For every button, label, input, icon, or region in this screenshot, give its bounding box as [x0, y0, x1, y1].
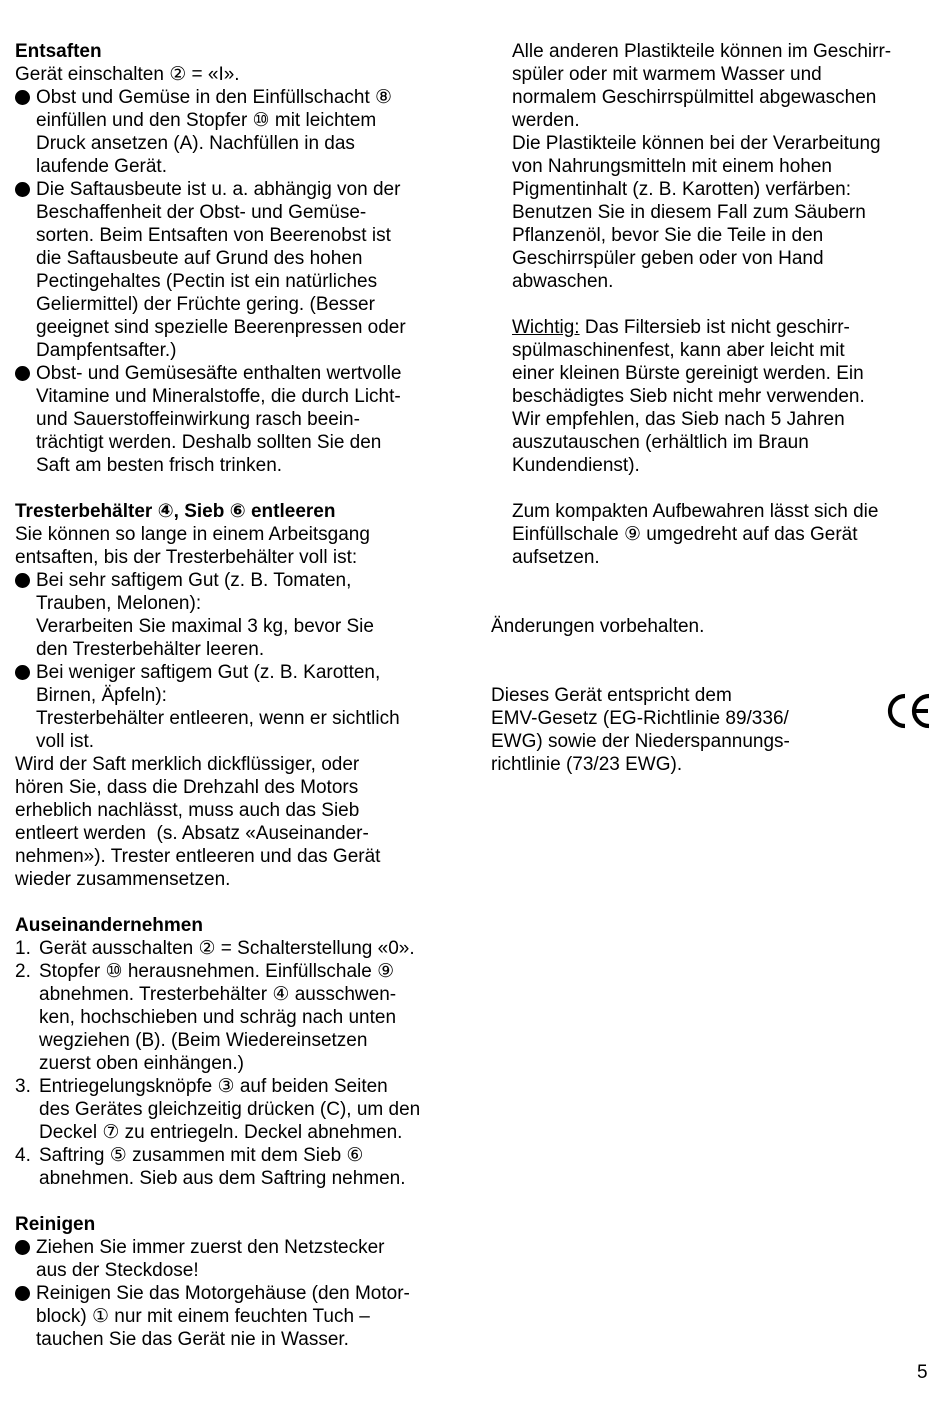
changes-note: Änderungen vorbehalten. — [491, 616, 705, 637]
trester-bullet-2: Bei weniger saftigem Gut (z. B. Karotten, Birnen, Äpfeln): Tresterbehälter entleeren, wenn er sichtlich voll ist. — [15, 661, 470, 753]
wichtig-paragraph: Wichtig: Das Filtersieb ist nicht geschirr- spülmaschinenfest, kann aber leicht mit einer kleinen Bürste gereinigt werden. Ein beschädigtes Sieb nicht mehr verwenden. Wir empfehlen, das Sieb nach 5 Jahren auszutauschen (erhältlich im Braun Kundendienst). — [512, 317, 865, 476]
section-reinigen — [15, 1213, 470, 1351]
spacer — [15, 477, 470, 500]
step-3: 3. Entriegelungsknöpfe ③ auf beiden Seiten des Gerätes gleichzeitig drücken (C), um den Deckel ⑦ zu entriegeln. Deckel abnehmen. — [15, 1076, 421, 1143]
entsaften-bullet-1: Obst und Gemüse in den Einfüllschacht ⑧ einfüllen und den Stopfer ⑩ mit leichtem Druck ansetzen (A). Nachfüllen in das laufende Gerät. — [15, 86, 470, 178]
heading-entsaften: Entsaften — [15, 41, 102, 62]
trester-bullet-1: Bei sehr saftigem Gut (z. B. Tomaten, Trauben, Melonen): Verarbeiten Sie maximal 3 kg, bevor Sie den Tresterbehälter leeren. — [15, 569, 470, 661]
heading-auseinandernehmen: Auseinandernehmen — [15, 915, 203, 936]
heading-reinigen: Reinigen — [15, 1214, 96, 1235]
spacer — [491, 293, 936, 316]
spacer — [491, 592, 936, 615]
entsaften-bullet-3: Obst- und Gemüsesäfte enthalten wertvolle Vitamine und Mineralstoffe, die durch Licht- und Sauerstoffeinwirkung rasch beein- trächtigt werden. Deshalb sollten Sie den Saft am besten frisch trinken. — [15, 362, 470, 477]
spacer — [491, 569, 936, 592]
bullet-icon — [15, 182, 30, 197]
bullet-icon — [15, 90, 30, 105]
spacer — [15, 891, 470, 914]
heading-trester: Tresterbehälter ④, Sieb ⑥ entleeren — [15, 501, 336, 522]
conformity-paragraph: Dieses Gerät entspricht dem EMV-Gesetz (EG-Richtlinie 89/336/ EWG) sowie der Niederspannungs- richtlinie (73/23 EWG). — [491, 685, 790, 775]
bullet-icon — [15, 573, 30, 588]
spacer — [491, 638, 936, 661]
spacer — [15, 1190, 470, 1213]
entsaften-bullet-2: Die Saftausbeute ist u. a. abhängig von der Beschaffenheit der Obst- und Gemüse- sorten. Beim Entsaften von Beerenobst ist die Saftausbeute auf Grund des hohen Pectingehaltes (Pectin ist ein natürliches Geliermittel) der Früchte gering. (Besser geeignet sind spezielle Beerenpressen oder Dampfentsafter.) — [15, 178, 470, 362]
spacer — [491, 477, 936, 500]
step-2: 2. Stopfer ⑩ herausnehmen. Einfüllschale ⑨ abnehmen. Tresterbehälter ④ ausschwen- ken, hochschieben und schräg nach unten wegziehen (B). (Beim Wiedereinsetzen zuerst oben einhängen.) — [15, 961, 397, 1074]
section-auseinandernehmen — [15, 914, 470, 1190]
spacer — [491, 661, 936, 684]
section-trester: Tresterbehälter ④, Sieb ⑥ entleeren Sie können so lange in einem Arbeitsgang entsaften, bis der Tresterbehälter voll ist: Bei sehr saftigem Gut (z. B. Tomaten, Trauben, Melonen): Verarbeiten Sie maximal 3 kg, bevor Sie den Tresterbehälter leeren. Bei weniger saftigem Gut (z. B. Karotten, Birnen, Äpfeln): Tresterbehälter entleeren, wenn er sichtlich voll ist. Wird der Saft merklich dickflüssiger, oder hören Sie, dass die Drehzahl des Motors erheblich nachlässt, muss auch das Sieb entleert werden (s. Absatz «Auseinander- nehmen»). Trester entleeren und das Gerät wieder zusammensetzen. — [15, 500, 470, 891]
page-number: 5 — [917, 1362, 928, 1383]
entsaften-intro: Gerät einschalten ② = «I». — [15, 64, 240, 85]
bullet-icon — [15, 1286, 30, 1301]
bullet-icon — [15, 665, 30, 680]
step-4: 4. Saftring ⑤ zusammen mit dem Sieb ⑥ abnehmen. Sieb aus dem Saftring nehmen. — [15, 1145, 406, 1189]
reinigen-bullet-2: Reinigen Sie das Motorgehäuse (den Motor- block) ① nur mit einem feuchten Tuch – tauchen Sie das Gerät nie in Wasser. — [15, 1282, 470, 1351]
ce-mark-icon — [886, 692, 932, 730]
bullet-icon — [15, 1240, 30, 1255]
plastic-parts-paragraph: Alle anderen Plastikteile können im Geschirr- spüler oder mit warmem Wasser und normalem Geschirrspülmittel abgewaschen werden. Die Plastikteile können bei der Verarbeitung von Nahrungsmitteln mit einem hohen Pigmentinhalt (z. B. Karotten) verfärben: Benutzen Sie in diesem Fall zum Säubern Pflanzenöl, bevor Sie die Teile in den Geschirrspüler geben oder von Hand abwaschen. — [512, 41, 892, 292]
left-column — [15, 40, 470, 1351]
reinigen-bullet-1: Ziehen Sie immer zuerst den Netzstecker aus der Steckdose! — [15, 1236, 470, 1282]
right-column — [491, 40, 936, 776]
section-entsaften — [15, 40, 470, 477]
step-1: 1. Gerät ausschalten ② = Schalterstellung «0». — [15, 938, 415, 959]
wichtig-label: Wichtig: — [512, 317, 580, 338]
storage-paragraph: Zum kompakten Aufbewahren lässt sich die Einfüllschale ⑨ umgedreht auf das Gerät aufsetzen. — [512, 501, 879, 568]
bullet-icon — [15, 366, 30, 381]
